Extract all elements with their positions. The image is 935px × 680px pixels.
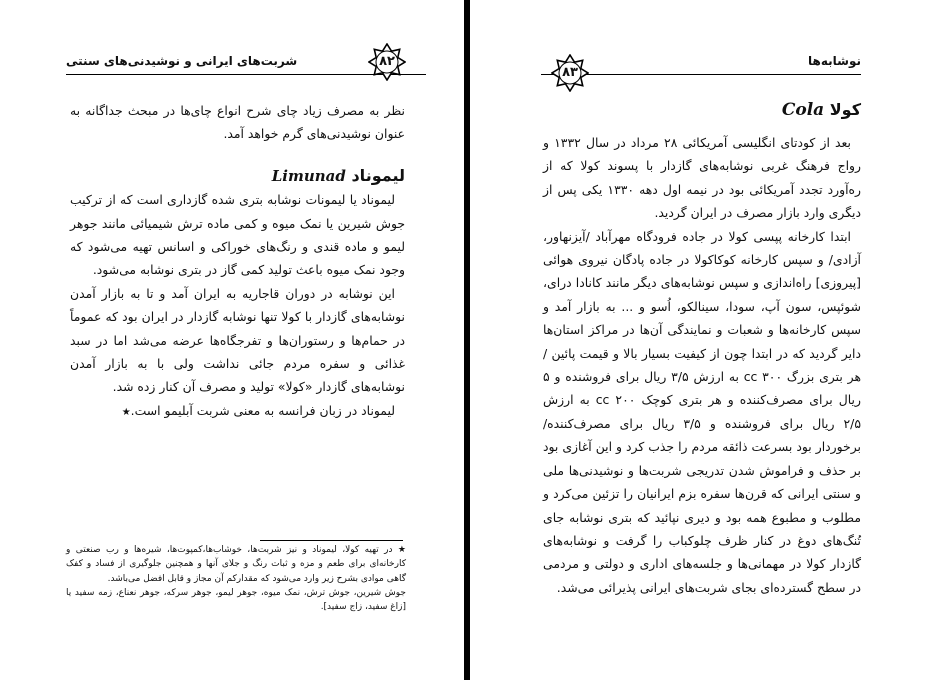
page-number-badge (368, 43, 406, 81)
section-heading (70, 164, 405, 188)
footnote-divider (260, 540, 403, 541)
right-page (470, 0, 935, 680)
section-heading-fa: کولا (829, 100, 861, 119)
header-title: شربت‌های ایرانی و نوشیدنی‌های سنتی (66, 54, 298, 68)
section-heading-en: Cola (781, 100, 825, 120)
footnote: جوش شیرین، جوش ترش، نمک میوه، جوهر لیمو، جوهر سرکه، جوهر نعناع، زمه سفید یا [زاغ سفید، زاج سفید]. (66, 587, 406, 613)
footnote: ★ در تهیه کولا، لیموناد و نیز شربت‌ها، خوشاب‌ها،کمپوت‌ها، شیره‌ها و رب صنعتی و کارخانه‌ای برای طعم و مزه و ثبات رنگ و جلای آنها و همچنین جلوگیری از فساد و کفک گاهی موادی بشرح زیر وارد می‌شود که مقدارکم آن مجاز و قابل افضل می‌باشد. (66, 545, 406, 584)
paragraph: بعد از کودتای انگلیسی آمریکائی ۲۸ مرداد در سال ۱۳۳۲ و رواج فرهنگ غربی نوشابه‌های گازدار با پسوند کولا که از ره‌آورد تجدد آمریکائی بود در نیمه اول دهه ۱۳۳۰ یکی پس از دیگری وارد بازار مصرف در ایران گردید. (543, 135, 862, 221)
intro-paragraph: نظر به مصرف زیاد چای شرح انواع چای‌ها در مبحث جداگانه به عنوان نوشیدنی‌های گرم خواهد آمد. (70, 103, 405, 142)
paragraph-with-note (70, 399, 405, 424)
page-number-badge (551, 54, 589, 92)
page-body (543, 131, 861, 599)
paragraph: لیموناد در زبان فرانسه به معنی شربت آبلیمو است. (130, 402, 395, 418)
left-page (0, 0, 466, 680)
footnote-marker: ★ (121, 406, 131, 418)
section-heading (543, 100, 861, 120)
header-title: نوشابه‌ها (808, 54, 861, 68)
running-header (541, 50, 861, 75)
paragraph: لیموناد یا لیمونات نوشابه بتری شده گازداری است که از ترکیب جوش شیرین یا نمک میوه و کمی ماده ترش شیمیائی مانند جوهر لیمو و ماده قندی و رنگ‌های خوراکی و اسانس تهیه می‌شود که وجود نمک میوه باعث تولید کمی گاز در بتری نوشابه می‌شود. (70, 192, 405, 278)
page-body (70, 99, 405, 424)
page-number: ۸۳ (562, 65, 578, 80)
paragraph: این نوشابه در دوران قاجاریه به ایران آمد و تا به بازار آمدن نوشابه‌های گازدار با کولا تنها نوشابه گازدار در ایران بود که عموماً در حمام‌ها و رستوران‌ها و تفرجگاه‌ها عرضه می‌شد اما در سبد غذائی و سفره مردم جائی نداشت ولی با به بازار آمدن نوشابه‌های گازدار «کولا» تولید و مصرف آن کنار زده شد. (70, 285, 405, 395)
section-heading-fa: لیموناد (351, 165, 405, 185)
section-heading-en: Limunad (271, 166, 346, 185)
paragraph: ابتدا کارخانه پپسی کولا در جاده فرودگاه مهرآباد /آیزنهاور، آزادی/ و سپس کارخانه کوکاکولا در جاده پادگان نیروی هوائی [پیروزی] راه‌اندازی و سپس نوشابه‌های دیگر مانند کانادا درای، شوئپس، سون آپ، سودا، سینالکو، اُسو و ... به بازار آمد و سپس کارخانه‌ها و شعبات و نمایندگی آن‌ها در مراکز استان‌ها دایر گردید که در ابتدا چون از کیفیت بسیار بالا و قیمت پائین /هر بتری بزرگ cc ۳۰۰ به ارزش ۳/۵ ریال برای فروشنده و ۵ ریال برای مصرف‌کننده و هر بتری کوچک cc ۲۰۰ به ارزش ۲/۵ ریال برای فروشنده و ۳/۵ ریال برای مصرف‌کننده/ برخوردار بود بسرعت ذائقه مردم را جذب کرد و این آغازی بود بر حذف و فراموش شدن تدریجی شربت‌ها و نوشیدنی‌ها ملی و سنتی ایرانی که قرن‌ها سفره بزم ایرانیان را تزئین می‌کرد و مطلوب و مطبوع همه بود و دیری نپائید که بتری نوشابه جای تُنگ‌های دوغ در کنار ظرف چلوکباب را گرفت و نوشابه‌های گازدار کولا در مهمانی‌ها و جلسه‌های اداری و دولتی و مردمی در سطح گسترده‌ای بجای شربت‌های ایرانی پذیرائی می‌شد. (543, 228, 861, 595)
footnotes (66, 543, 406, 614)
page-number: ۸۲ (379, 54, 395, 69)
